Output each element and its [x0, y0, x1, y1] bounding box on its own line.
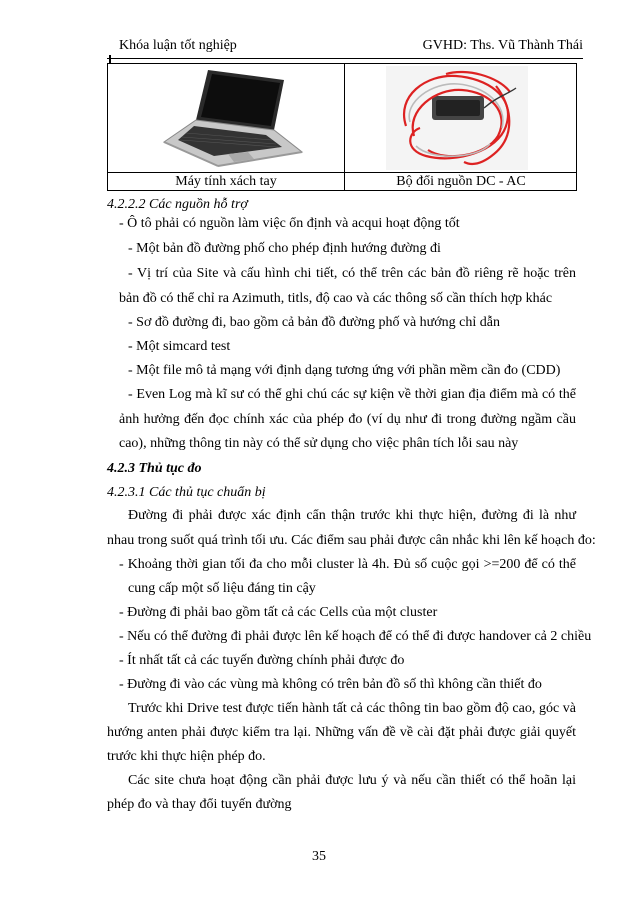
laptop-caption: Máy tính xách tay — [175, 174, 277, 189]
laptop-image — [156, 68, 306, 168]
section-heading-4222: 4.2.2.2 Các nguồn hỗ trợ — [107, 197, 248, 212]
list-item: - Sơ đồ đường đi, bao gồm cả bản đồ đường phố và hướng chỉ dẫn — [128, 315, 500, 330]
list-item-continuation: cao), những thông tin này có thể sử dụng cho việc phân tích lỗi sau này — [119, 436, 519, 451]
paragraph-line: Đường đi phải được xác định cẩn thận trước khi thực hiện, đường đi là như — [128, 508, 576, 523]
list-item-continuation: bản đồ có thể chỉ ra Azimuth, titls, độ cao và các thông số cần thích hợp khác — [119, 291, 553, 306]
paragraph-line: trước khi thực hiện phép đo. — [107, 749, 266, 764]
header-right-text: GVHD: Ths. Vũ Thành Thái — [422, 38, 583, 53]
header-rule — [107, 58, 583, 59]
paragraph-line: phép đo và thay đổi tuyến đường — [107, 797, 292, 812]
figure-table — [107, 63, 577, 191]
list-item: - Một bản đồ đường phố cho phép định hướng đường đi — [128, 241, 441, 256]
list-item: - Đường đi vào các vùng mà không có trên bản đồ số thì không cần thiết đo — [119, 677, 542, 692]
converter-caption: Bộ đổi nguồn DC - AC — [396, 174, 526, 189]
figure-table-row-divider — [108, 172, 576, 173]
list-item-continuation: ảnh hưởng đến đọc chính xác của phép đo (ví dụ như đi trong đường ngầm cầu — [119, 412, 576, 427]
section-heading-423: 4.2.3 Thủ tục đo — [107, 461, 202, 476]
header-rule-tick — [109, 55, 111, 63]
section-heading-4231: 4.2.3.1 Các thủ tục chuẩn bị — [107, 485, 266, 500]
list-item: - Một file mô tả mạng với định dạng tương ứng với phần mềm cần đo (CDD) — [128, 363, 561, 378]
dc-ac-converter-image — [386, 66, 528, 170]
list-item: - Một simcard test — [128, 339, 231, 354]
list-item: - Ít nhất tất cả các tuyến đường chính phải được đo — [119, 653, 405, 668]
list-item: - Đường đi phải bao gồm tất cả các Cells của một cluster — [119, 605, 438, 620]
page-number: 35 — [312, 849, 326, 864]
list-item: - Vị trí của Site và cấu hình chi tiết, có thể trên các bản đồ riêng rẽ hoặc trên — [128, 266, 576, 281]
paragraph-line: Trước khi Drive test được tiến hành tất cả các thông tin bao gồm độ cao, góc và — [128, 701, 576, 716]
header-left-text: Khóa luận tốt nghiệp — [119, 38, 237, 53]
list-item: - Khoảng thời gian tối đa cho mỗi cluster là 4h. Đủ số cuộc gọi >=200 để có thể — [119, 557, 576, 572]
paragraph-line: nhau trong suốt quá trình tối ưu. Các điểm sau phải được cân nhắc khi lên kế hoạch đo: — [107, 533, 596, 548]
list-item: - Nếu có thể đường đi phải được lên kế hoạch để có thể đi được handover cả 2 chiều — [119, 629, 592, 644]
list-item-continuation: cung cấp một số liệu đáng tin cậy — [128, 581, 316, 596]
list-item: - Even Log mà kĩ sư có thể ghi chú các sự kiện về thời gian địa điểm mà có thể — [128, 387, 576, 402]
paragraph-line: hướng anten phải được kiểm tra lại. Những vấn đề về cài đặt phải được giải quyết — [107, 725, 576, 740]
list-item: - Ô tô phải có nguồn làm việc ổn định và acqui hoạt động tốt — [119, 216, 460, 231]
paragraph-line: Các site chưa hoạt động cần phải được lưu ý và nếu cần thiết có thể hoãn lại — [128, 773, 576, 788]
